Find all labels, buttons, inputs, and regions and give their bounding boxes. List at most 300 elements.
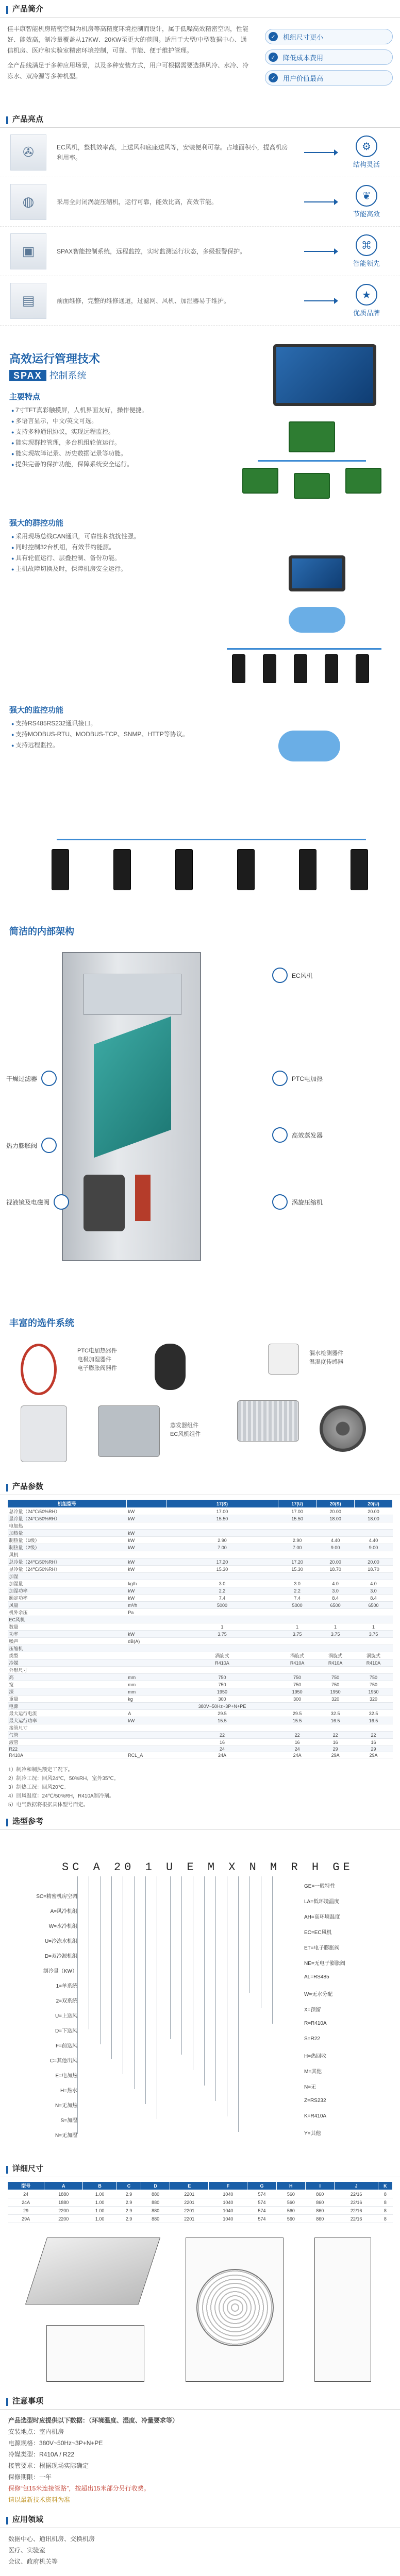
unit-front-drawing	[186, 2238, 284, 2382]
table-cell: 560	[276, 2215, 305, 2223]
table-row	[8, 1696, 393, 1703]
model-label-left: A=风冷机组	[50, 1909, 77, 1914]
intro-text	[7, 24, 249, 104]
model-connector-line	[134, 1876, 135, 2089]
table-cell	[355, 1645, 393, 1652]
model-label-right: X=预留	[304, 2007, 321, 2013]
leaf-icon: ❦	[356, 185, 377, 207]
table-cell: 2201	[170, 2215, 209, 2223]
callout-label: 热力膨胀阀	[6, 1142, 38, 1149]
table-cell: 2.2	[166, 1587, 278, 1595]
note-line: 接管要求：根据现场实际确定	[8, 2462, 89, 2469]
table-cell	[355, 1609, 393, 1616]
model-label-right: N=无	[304, 2084, 316, 2090]
feature-pill	[265, 70, 393, 86]
internal-title: 简洁的内部架构	[9, 926, 74, 937]
table-cell: 最大运行电流	[8, 1710, 127, 1717]
structure-icon: ⚙	[356, 135, 377, 157]
table-cell: 22	[355, 1732, 393, 1739]
arrow-right-icon	[304, 201, 335, 202]
note-line: 冷媒类型：R410A / R22	[8, 2451, 75, 2458]
model-label-right: NE=无电子膨胀阀	[304, 1961, 345, 1967]
table-cell: 750	[316, 1674, 355, 1681]
table-cell	[126, 1645, 166, 1652]
application-line: 医疗、实验室	[8, 2547, 46, 2554]
title-bar-icon	[6, 2166, 8, 2174]
advantage-text: EC风机，整机效率高，上送风和底座送风等，安装便利可靠。占地面积小，提高机房利用率。	[57, 143, 288, 161]
advantage-row	[0, 276, 400, 326]
table-row	[8, 1752, 393, 1758]
dims-header-cell: 型号	[8, 2182, 44, 2190]
group-control-title: 强大的群控功能	[9, 519, 64, 528]
check-icon: ✓	[269, 32, 278, 41]
unit-image	[52, 849, 69, 890]
check-icon: ✓	[269, 53, 278, 62]
table-cell	[278, 1703, 316, 1710]
advantage-tag	[343, 234, 390, 268]
callout-label: 干燥过滤器	[6, 1075, 38, 1082]
callout-dot	[272, 1194, 288, 1210]
table-cell: 8	[378, 2190, 392, 2198]
table-cell: 机外余压	[8, 1609, 127, 1616]
unit-image	[294, 654, 307, 683]
table-cell: 3.75	[278, 1631, 316, 1638]
table-cell	[316, 1551, 355, 1558]
humidifier-image	[21, 1405, 67, 1462]
table-cell: 2.9	[117, 2215, 141, 2223]
model-label-right: GE=一般特性	[304, 1884, 336, 1889]
table-cell: 574	[247, 2215, 276, 2223]
table-row	[8, 1551, 393, 1558]
table-cell: kW	[126, 1717, 166, 1724]
table-cell: kW	[126, 1515, 166, 1522]
bullet-item: ● 支持MODBUS-RTU、MODBUS-TCP、SNMP、HTTP等协议。	[11, 729, 205, 740]
table-cell: 29	[8, 2207, 44, 2215]
model-label-right: Y=其他	[304, 2131, 321, 2137]
table-cell	[355, 1703, 393, 1710]
evaporator-image	[98, 1405, 160, 1457]
model-label-right: S=R22	[304, 2036, 320, 2042]
table-cell	[316, 1573, 355, 1580]
table-cell: kW	[126, 1631, 166, 1638]
model-label-right: H=热回收	[304, 2054, 327, 2059]
callout-right	[268, 1194, 323, 1210]
table-cell: 18.00	[355, 1515, 393, 1522]
table-cell: 1880	[44, 2190, 83, 2198]
advantage-text: SPAX智能控制系统，远程监控，实时监测运行状态，多级报警保护。	[57, 247, 246, 255]
bullet-item: ● 支持RS485RS232通讯接口。	[11, 718, 205, 729]
bullet-item: ● 能实现群控管理，多台机组轮值运行。	[11, 437, 210, 448]
table-cell	[316, 1616, 355, 1623]
table-cell: 16	[316, 1739, 355, 1746]
table-cell: 880	[141, 2215, 170, 2223]
unit-image	[263, 654, 276, 683]
model-label-right: AH=高环境温度	[304, 1914, 340, 1920]
table-cell: 29	[316, 1746, 355, 1752]
title-bar-icon	[6, 2398, 8, 2406]
group-control-list	[0, 531, 206, 574]
table-cell: 5000	[278, 1602, 316, 1609]
table-cell: 2.9	[117, 2207, 141, 2215]
table-cell: 4.40	[355, 1537, 393, 1544]
table-cell: dB(A)	[126, 1638, 166, 1645]
valve-image	[155, 1344, 186, 1390]
network-line	[258, 460, 366, 462]
table-cell	[355, 1724, 393, 1732]
table-cell: 1	[166, 1623, 278, 1631]
table-cell	[355, 1638, 393, 1645]
table-cell	[126, 1522, 166, 1530]
table-cell: 300	[166, 1696, 278, 1703]
table-cell: 24	[8, 2190, 44, 2198]
title-bar-icon	[6, 1819, 8, 1826]
table-cell: 29	[355, 1746, 393, 1752]
unit-image	[325, 654, 338, 683]
table-cell: 574	[247, 2207, 276, 2215]
table-cell: 15.50	[166, 1515, 278, 1522]
table-cell	[355, 1616, 393, 1623]
table-cell: kW	[126, 1558, 166, 1566]
table-cell: 750	[355, 1681, 393, 1688]
arrow-right-icon	[304, 300, 335, 301]
model-connector-line	[272, 1876, 273, 2024]
params-header-cell: 机组型号	[8, 1500, 127, 1508]
model-label-left: N=无加热	[55, 2103, 77, 2109]
table-cell	[355, 1667, 393, 1674]
table-cell: 2200	[44, 2215, 83, 2223]
main-features-list	[0, 405, 222, 470]
table-cell: 860	[306, 2190, 335, 2198]
internal-section	[0, 916, 400, 1308]
dims-drawings	[0, 2227, 400, 2392]
advantage-text: 前面维修，完整的维修通道，过滤网、风机、加湿器易于维护。	[57, 297, 230, 304]
table-cell: 冷媒	[8, 1659, 127, 1667]
table-row	[8, 1631, 393, 1638]
table-row	[8, 1508, 393, 1515]
compressor-icon: ◍	[10, 184, 46, 220]
table-cell: 3.75	[316, 1631, 355, 1638]
table-cell	[126, 1616, 166, 1623]
model-label-left: E=电加热	[55, 2073, 77, 2079]
spax-logo: SPAX	[9, 370, 46, 381]
table-cell: 32.5	[355, 1710, 393, 1717]
table-cell: 3.75	[355, 1631, 393, 1638]
table-cell: 加热量	[8, 1530, 127, 1537]
dims-header-cell: B	[83, 2182, 117, 2190]
callout-right	[268, 1071, 323, 1086]
table-cell: 8	[378, 2198, 392, 2207]
table-row	[8, 1602, 393, 1609]
dims-header-cell: G	[247, 2182, 276, 2190]
table-cell: 9.00	[355, 1544, 393, 1551]
model-label-right: AL=RS485	[304, 1974, 329, 1980]
table-cell: 7.00	[278, 1544, 316, 1551]
table-cell: 1040	[209, 2198, 247, 2207]
advantages-section-title	[0, 110, 400, 128]
table-cell: kW	[126, 1537, 166, 1544]
table-row	[8, 1724, 393, 1732]
model-label-left: 1=单系统	[56, 1984, 77, 1989]
table-cell: 风机	[8, 1551, 127, 1558]
dims-title-text: 详细尺寸	[12, 2164, 44, 2173]
table-cell: kW	[126, 1544, 166, 1551]
table-cell: 18.00	[316, 1515, 355, 1522]
model-label-right: M=其他	[304, 2069, 322, 2075]
note-line: 5）电气数据将根据具体型号而定。	[8, 1802, 89, 1808]
table-cell	[126, 1739, 166, 1746]
callout-dot	[272, 1127, 288, 1143]
table-cell: 7.00	[166, 1544, 278, 1551]
table-cell: 17.20	[278, 1558, 316, 1566]
model-label-right: W=无水分配	[304, 1992, 333, 1997]
feature-label: 降低成本费用	[283, 54, 324, 62]
table-cell: kW	[126, 1508, 166, 1515]
table-cell: 2.90	[278, 1537, 316, 1544]
table-cell: 制热量（1级）	[8, 1537, 127, 1544]
table-cell: 29A	[8, 2215, 44, 2223]
table-cell: 压缩机	[8, 1645, 127, 1652]
table-cell: 24A	[278, 1752, 316, 1758]
table-cell: 15.50	[278, 1515, 316, 1522]
table-cell: 24A	[166, 1752, 278, 1758]
controller-icon: ▣	[10, 233, 46, 269]
unit-image	[237, 849, 255, 890]
table-cell: 6500	[355, 1602, 393, 1609]
params-notes	[0, 1762, 400, 1812]
table-cell: 3.0	[355, 1587, 393, 1595]
table-cell: 功率	[8, 1631, 127, 1638]
heater-image	[237, 1400, 299, 1442]
table-cell: mm	[126, 1674, 166, 1681]
advantage-tag-label: 优质品牌	[353, 309, 380, 317]
table-cell	[126, 1667, 166, 1674]
table-row	[8, 1595, 393, 1602]
table-cell: 750	[166, 1674, 278, 1681]
option-label: 温湿度传感器	[309, 1359, 343, 1365]
unit-image	[351, 849, 368, 890]
option-label: 蒸发器组件	[170, 1422, 198, 1429]
bullet-item: ● 具有轮值运行、层叠控制、备份功能。	[11, 553, 195, 564]
table-row	[8, 1522, 393, 1530]
table-cell: 20.00	[355, 1558, 393, 1566]
network-line	[227, 648, 381, 650]
feature-pill	[265, 49, 393, 65]
bullet-item: ● 采用现场总线CAN通讯，可靠性和抗扰性强。	[11, 531, 195, 542]
callout-right	[268, 968, 313, 983]
unit-image	[113, 849, 131, 890]
params-title-text: 产品参数	[12, 1482, 44, 1491]
table-cell: 1	[316, 1623, 355, 1631]
unit-image	[175, 849, 193, 890]
unit-image	[356, 654, 369, 683]
table-cell	[316, 1522, 355, 1530]
model-title-text: 选型参考	[12, 1817, 44, 1826]
advantage-row	[0, 227, 400, 276]
table-cell	[126, 1703, 166, 1710]
table-cell: 最大运行功率	[8, 1717, 127, 1724]
model-connector-line	[145, 1876, 146, 2104]
table-cell: 1950	[355, 1688, 393, 1696]
table-row	[8, 1530, 393, 1537]
table-cell	[166, 1724, 278, 1732]
advantage-tag	[343, 135, 390, 169]
table-row	[8, 1544, 393, 1551]
table-cell: 液管	[8, 1739, 127, 1746]
table-cell: 噪声	[8, 1638, 127, 1645]
table-cell: 29A	[316, 1752, 355, 1758]
table-row	[8, 1667, 393, 1674]
table-cell: 加湿量	[8, 1580, 127, 1587]
spax-section	[0, 339, 400, 916]
table-cell: 2201	[170, 2198, 209, 2207]
model-label-right: LA=低环境温度	[304, 1899, 340, 1905]
unit-3d-drawing	[25, 2238, 160, 2304]
table-cell: 涡旋式	[278, 1652, 316, 1659]
piping-image	[135, 1175, 151, 1221]
model-label-left: H=热水	[60, 2088, 77, 2094]
params-header-cell: 17(U)	[278, 1500, 316, 1508]
monitor-function-list	[0, 718, 216, 751]
table-cell: 1.00	[83, 2190, 117, 2198]
advantage-tag-label: 节能高效	[353, 210, 380, 218]
fan-section	[84, 974, 181, 1015]
leak-detector-image	[268, 1344, 299, 1375]
table-cell: A	[126, 1710, 166, 1717]
applications-block	[0, 2528, 400, 2572]
table-cell: 8.4	[316, 1595, 355, 1602]
params-header-cell: 20(U)	[355, 1500, 393, 1508]
model-connector-line	[249, 1876, 250, 1993]
table-cell: 类型	[8, 1652, 127, 1659]
table-row	[8, 1537, 393, 1544]
table-cell: 涡旋式	[316, 1652, 355, 1659]
intro-block	[0, 18, 400, 110]
title-bar-icon	[6, 2517, 8, 2524]
model-label-left: N=无加湿	[55, 2133, 77, 2139]
table-cell: 高	[8, 1674, 127, 1681]
intro-title-text: 产品简介	[12, 5, 44, 13]
table-cell: 16.5	[355, 1717, 393, 1724]
note-line: 安装地点：室内机房	[8, 2428, 64, 2435]
table-cell: 1.00	[83, 2198, 117, 2207]
table-row	[8, 1739, 393, 1746]
model-label-left: C=其他出风	[49, 2058, 77, 2064]
table-cell: 860	[306, 2215, 335, 2223]
unit-side-drawing	[314, 2238, 371, 2382]
table-cell: 860	[306, 2207, 335, 2215]
table-cell: 1950	[278, 1688, 316, 1696]
sensor-cable-image	[21, 1344, 57, 1395]
table-cell: 1950	[316, 1688, 355, 1696]
bullet-item: ● 支持多种通讯协议，实现远程监控。	[11, 427, 210, 437]
dims-header-cell: J	[335, 2182, 378, 2190]
application-line: 会议、政府机关等	[8, 2558, 58, 2565]
table-cell: 750	[355, 1674, 393, 1681]
callout-dot	[272, 968, 288, 983]
table-cell: 2.9	[117, 2198, 141, 2207]
evaporator-coil	[94, 1016, 171, 1158]
arrow-right-icon	[304, 152, 335, 153]
table-cell: 7.4	[166, 1595, 278, 1602]
feature-label: 机组尺寸更小	[283, 33, 324, 41]
table-cell	[278, 1667, 316, 1674]
table-cell: 1	[278, 1623, 316, 1631]
note-line: 保修期限：一年	[8, 2473, 52, 2481]
table-cell	[355, 1530, 393, 1537]
title-bar-icon	[6, 116, 8, 124]
table-row	[8, 1558, 393, 1566]
table-cell: 22/16	[335, 2198, 378, 2207]
callout-label: 涡旋压缩机	[292, 1198, 323, 1206]
option-label: 电极加湿器件	[77, 1357, 111, 1363]
table-row	[8, 2198, 393, 2207]
table-cell: 300	[278, 1696, 316, 1703]
table-cell: 880	[141, 2190, 170, 2198]
bullet-item: ● 多语言显示，中文/英文可选。	[11, 416, 210, 427]
filter-icon: ▤	[10, 283, 46, 319]
medal-icon: ★	[356, 284, 377, 306]
table-cell: 750	[278, 1681, 316, 1688]
callout-label: EC风机	[292, 972, 313, 979]
table-cell: kg/h	[126, 1580, 166, 1587]
table-cell: 显冷量（24℃/50%RH）	[8, 1566, 127, 1573]
table-cell: 380V~50Hz~3P+N+PE	[166, 1703, 278, 1710]
options-section	[0, 1308, 400, 1478]
table-cell: 17.00	[166, 1508, 278, 1515]
table-cell: 额定功率	[8, 1595, 127, 1602]
table-cell: 15.30	[278, 1566, 316, 1573]
model-connector-line	[215, 1876, 216, 2101]
table-cell: 加湿功率	[8, 1587, 127, 1595]
table-cell: 574	[247, 2198, 276, 2207]
table-row	[8, 1717, 393, 1724]
table-cell	[126, 1652, 166, 1659]
monitor-image	[289, 555, 345, 591]
intro-feature-list	[249, 24, 393, 104]
table-row	[8, 1652, 393, 1659]
table-cell	[166, 1522, 278, 1530]
table-cell: 1880	[44, 2198, 83, 2207]
table-row	[8, 1580, 393, 1587]
table-row	[8, 1616, 393, 1623]
advantages-title-text: 产品亮点	[12, 115, 44, 124]
model-code-string: SC A 20 1 U E M X N M R H GE	[62, 1861, 354, 1874]
table-cell: 4.0	[355, 1580, 393, 1587]
table-cell: 3.0	[278, 1580, 316, 1587]
table-cell	[126, 1724, 166, 1732]
callout-label: 高效蒸发器	[292, 1131, 323, 1139]
unit-bottom-drawing	[46, 2325, 144, 2382]
table-row	[8, 1573, 393, 1580]
applications-title-text: 应用领域	[12, 2515, 44, 2524]
model-label-left: D=双冷源机组	[44, 1954, 77, 1959]
table-cell: 880	[141, 2198, 170, 2207]
table-row	[8, 1645, 393, 1652]
table-cell: 750	[316, 1681, 355, 1688]
table-cell: 17.00	[278, 1508, 316, 1515]
table-cell: 16	[278, 1739, 316, 1746]
option-label: PTC电加热器件	[77, 1348, 117, 1354]
fan-guard-drawing	[196, 2269, 274, 2346]
table-row	[8, 1609, 393, 1616]
table-cell: 24	[278, 1746, 316, 1752]
model-label-right: K=R410A	[304, 2113, 327, 2119]
table-cell	[278, 1638, 316, 1645]
network-line	[57, 839, 366, 840]
table-cell: 16	[166, 1739, 278, 1746]
table-cell	[166, 1551, 278, 1558]
table-cell: kW	[126, 1566, 166, 1573]
